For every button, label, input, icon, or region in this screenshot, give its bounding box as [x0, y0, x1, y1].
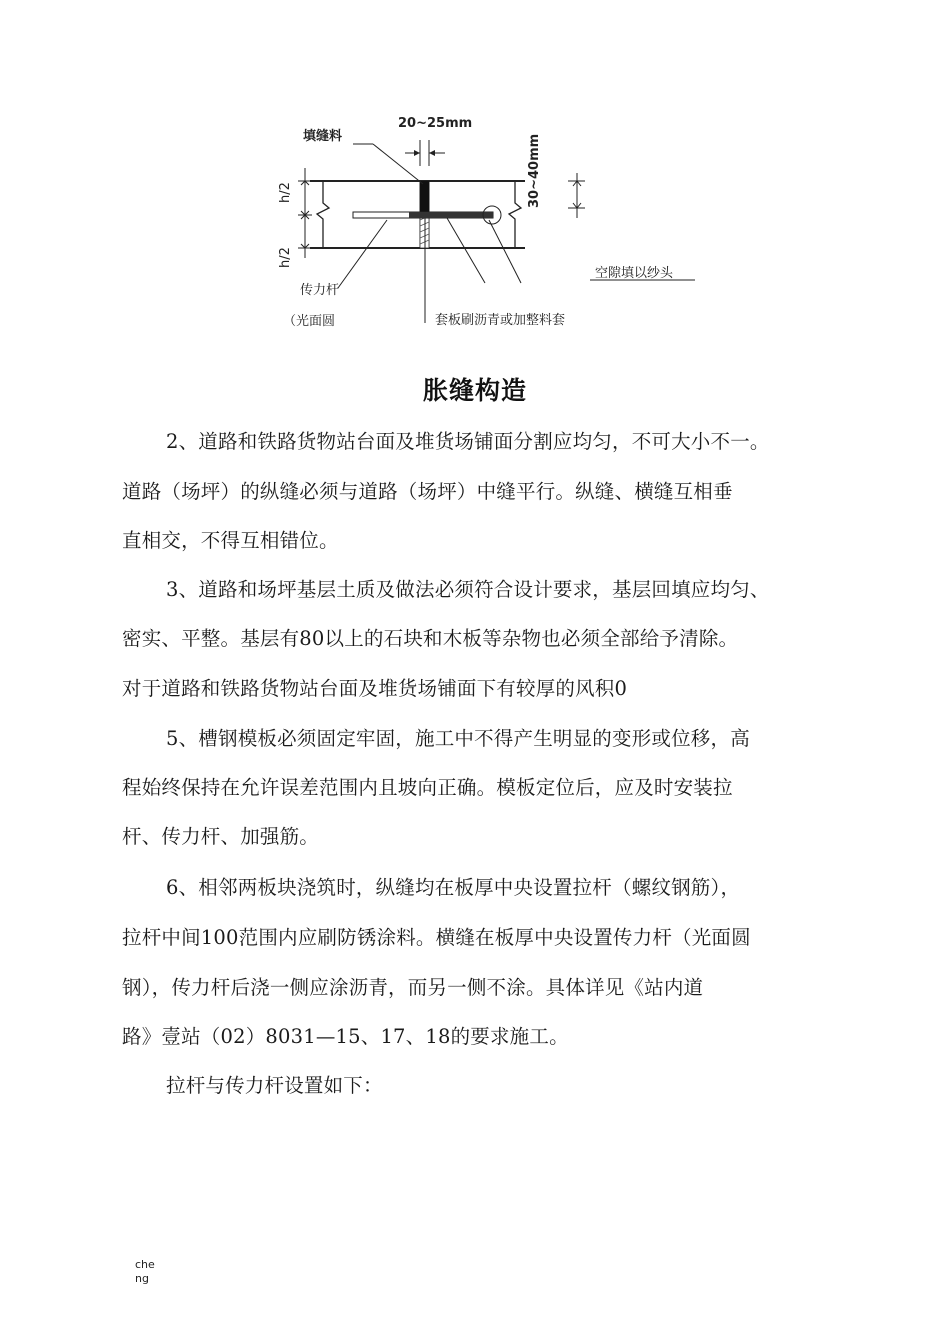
sleeve-label: 套板刷沥青或加整料套: [435, 313, 566, 328]
paragraph-3-line-2: 密实、平整。基层有80以上的石块和木板等杂物也必须全部给予清除。: [122, 627, 739, 650]
filler-label: 填缝料: [303, 129, 343, 144]
paragraph-5-line-2: 程始终保持在允许误差范围内且坡向正确。模板定位后，应及时安装拉: [122, 776, 733, 799]
paragraph-6-line-1: 6、相邻两板块浇筑时，纵缝均在板厚中央设置拉杆（螺纹钢筋），: [166, 876, 741, 899]
depth-label: 30~40mm: [527, 133, 542, 208]
right-break-mark: [509, 181, 521, 248]
width-label: 20~25mm: [398, 116, 473, 131]
paragraph-5-line-3: 杆、传力杆、加强筋。: [122, 825, 320, 848]
paragraph-5-line-1: 5、槽钢模板必须固定牢固，施工中不得产生明显的变形或位移，高: [166, 727, 750, 750]
joint-filler: [420, 181, 429, 215]
paragraph-2-line-1: 2、道路和铁路货物站台面及堆货场铺面分割应均匀，不可大小不一。: [166, 430, 770, 453]
paragraph-2-line-2: 道路（场坪）的纵缝必须与道路（场坪）中缝平行。纵缝、横缝互相垂: [122, 480, 733, 503]
dowel-sub-label: （光面圆: [283, 314, 336, 329]
figure-caption: 胀缝构造: [422, 376, 527, 405]
dowel-leader: [338, 220, 387, 288]
footer-line-2: ng: [135, 1272, 149, 1285]
left-break-mark: [317, 181, 329, 248]
dowel-sleeve: [409, 212, 493, 218]
half-thickness-top-label: h/2: [278, 182, 293, 203]
half-thickness-bottom-label: h/2: [278, 247, 293, 268]
cap-leader: [489, 220, 521, 283]
footer-text: [135, 1258, 155, 1286]
paragraph-2-line-3: 直相交，不得互相错位。: [122, 529, 339, 552]
footer-line-1: che: [135, 1258, 155, 1271]
dowel-label: 传力杆: [300, 283, 340, 298]
paragraph-6-line-3: 钢），传力杆后浇一侧应涂沥青，而另一侧不涂。具体详见《站内道: [122, 976, 704, 999]
paragraph-intro-line: 拉杆与传力杆设置如下：: [166, 1074, 383, 1097]
paragraph-3-line-1: 3、道路和场坪基层土质及做法必须符合设计要求，基层回填应均匀、: [166, 578, 770, 601]
paragraph-6-line-2: 拉杆中间100范围内应刷防锈涂料。横缝在板厚中央设置传力杆（光面圆: [122, 926, 751, 949]
expansion-joint-diagram: [265, 108, 715, 333]
paragraph-3-line-3: 对于道路和铁路货物站台面及堆货场铺面下有较厚的风积0: [122, 677, 628, 700]
cap-label: 空隙填以纱头: [595, 266, 674, 281]
paragraph-6-line-4: 路》壹站（02）8031—15、17、18的要求施工。: [122, 1025, 569, 1048]
